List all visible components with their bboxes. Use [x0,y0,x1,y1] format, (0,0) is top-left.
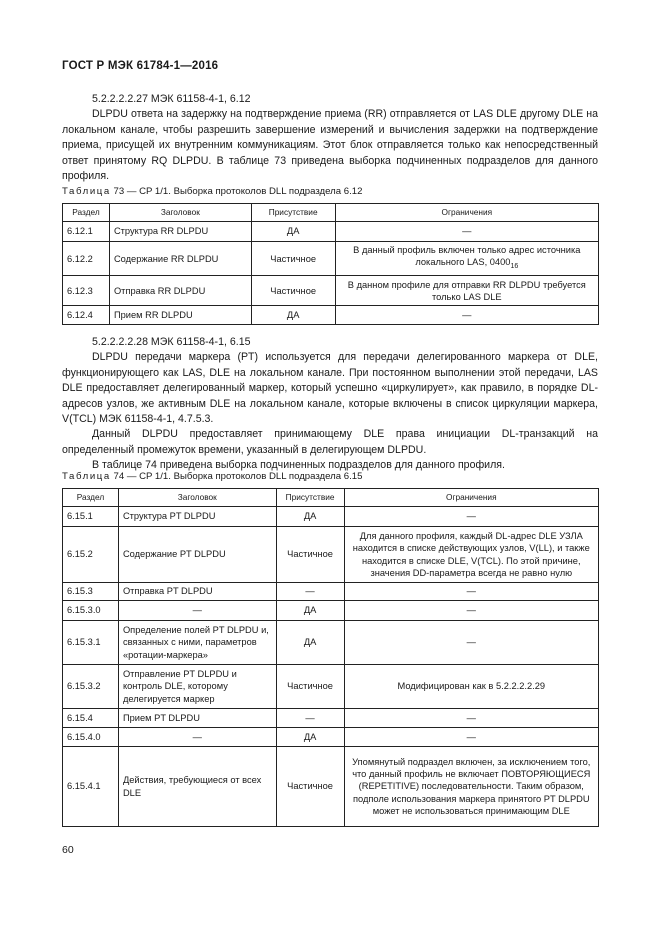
table-row [63,527,599,583]
cell-constraints: — [344,709,598,728]
cell-title: Содержание RR DLPDU [109,242,251,276]
table-row [63,583,599,601]
cell-constraints: — [335,222,598,242]
cell-constraints: — [344,507,598,527]
cell-constraints: — [344,601,598,621]
table-row [63,306,599,325]
cell-presence: — [276,709,344,728]
column-header: Заголовок [118,489,276,507]
cell-section: 6.12.4 [63,306,110,325]
cell-title: Содержание PT DLPDU [118,527,276,583]
cell-title: — [118,601,276,621]
cell-title: — [118,728,276,747]
cell-section: 6.15.3 [63,583,119,601]
column-header: Раздел [63,489,119,507]
caption-prefix: Таблица [62,186,111,197]
cell-constraints: В данном профиле для отправки RR DLPDU требуется только LAS DLE [335,276,598,306]
table-row [63,222,599,242]
cell-presence: ДА [276,507,344,527]
cell-constraints [335,242,598,276]
constraints-text: В данный профиль включен только адрес источника локального LAS, 0400 [353,245,581,268]
cell-constraints: — [344,583,598,601]
cell-constraints: Упомянутый подраздел включен, за исключением того, что данный профиль не включает ПОВТОРЯЮЩИЕСЯ (REPETITIVE) последовательности. Таким образом, подполе использования маркера принятого PT DLPDU может не использоваться принимающим DLE [344,747,598,827]
cell-section: 6.15.2 [63,527,119,583]
cell-presence: ДА [276,601,344,621]
cell-constraints: — [335,306,598,325]
caption-text: 74 — CP 1/1. Выборка протоколов DLL подраздела 6.15 [113,471,363,482]
column-header: Ограничения [344,489,598,507]
cell-section: 6.12.2 [63,242,110,276]
document-header: ГОСТ Р МЭК 61784-1—2016 [62,60,219,72]
cell-title: Отправка PT DLPDU [118,583,276,601]
cell-section: 6.15.4.0 [63,728,119,747]
cell-section: 6.12.1 [63,222,110,242]
cell-presence: ДА [276,621,344,665]
cell-presence: — [276,583,344,601]
table-row [63,276,599,306]
table-73 [62,203,599,325]
table-row [63,665,599,709]
table-header-row [63,204,599,222]
cell-section: 6.15.3.2 [63,665,119,709]
cell-presence: Частичное [276,747,344,827]
table-row [63,601,599,621]
cell-section: 6.15.4.1 [63,747,119,827]
table-row [63,242,599,276]
cell-presence: Частичное [251,242,335,276]
cell-title: Отправка RR DLPDU [109,276,251,306]
cell-title: Определение полей PT DLPDU и, связанных с ними, параметров «ротации-маркера» [118,621,276,665]
caption-prefix: Таблица [62,471,111,482]
cell-presence: ДА [251,306,335,325]
column-header: Присутствие [251,204,335,222]
table-row [63,728,599,747]
cell-presence: Частичное [251,276,335,306]
table-73-caption [62,186,362,197]
cell-title: Структура PT DLPDU [118,507,276,527]
cell-presence: ДА [276,728,344,747]
cell-title: Структура RR DLPDU [109,222,251,242]
subscript-base: 16 [510,263,519,271]
cell-section: 6.12.3 [63,276,110,306]
cell-constraints: — [344,728,598,747]
column-header: Заголовок [109,204,251,222]
section-heading: 5.2.2.2.2.28 МЭК 61158-4-1, 6.15 [92,336,251,348]
table-row [63,747,599,827]
table-74-caption [62,471,362,482]
section-6-15 [62,335,598,474]
cell-presence: Частичное [276,665,344,709]
column-header: Присутствие [276,489,344,507]
table-row [63,507,599,527]
section-paragraph: В таблице 74 приведена выборка подчиненных подразделов для данного профиля. [92,459,505,472]
column-header: Ограничения [335,204,598,222]
caption-text: 73 — CP 1/1. Выборка протоколов DLL подраздела 6.12 [113,186,363,197]
cell-title: Действия, требующиеся от всех DLE [118,747,276,827]
table-row [63,621,599,665]
column-header: Раздел [63,204,110,222]
table-74 [62,488,599,827]
cell-presence: ДА [251,222,335,242]
cell-section: 6.15.3.1 [63,621,119,665]
section-paragraph: DLPDU передачи маркера (PT) используется для передачи делегированного маркера от DLE, функционирующего как LAS, DLE на локальном канале. При постоянном выполнении этой передачи, LAS DLE предоставляет делегированный маркер, который успешно «циркулирует», как правило, в порядке DL-адресов узлов, же активным DLE на локальном канале, которые включены в список циркуляции маркера, V(TCL) МЭК 61158-4-1, 4.7.5.3. [62,351,598,426]
section-paragraph: Данный DLPDU предоставляет принимающему DLE права инициации DL-транзакций на определенный промежуток времени, указанный в делегирующем DLPDU. [62,428,598,456]
section-6-12 [62,92,598,184]
section-heading: 5.2.2.2.2.27 МЭК 61158-4-1, 6.12 [92,93,251,105]
cell-section: 6.15.1 [63,507,119,527]
table-row [63,709,599,728]
cell-title: Прием RR DLPDU [109,306,251,325]
cell-title: Отправление PT DLPDU и контроль DLE, которому делегируется маркер [118,665,276,709]
table-header-row [63,489,599,507]
cell-title: Прием PT DLPDU [118,709,276,728]
section-paragraph: DLPDU ответа на задержку на подтверждение приема (RR) отправляется от LAS DLE другому DLE на локальном канале, чтобы разрешить завершение измерений и вычисления задержки на подтверждение приема, присущей их внутренним коммуникациям. Этот блок отправляется только как непосредственный ответ принятому RQ DLPDU. В таблице 73 приведена выборка подчиненных подразделов для данного профиля. [62,108,598,183]
cell-section: 6.15.4 [63,709,119,728]
cell-presence: Частичное [276,527,344,583]
page-number: 60 [62,844,74,856]
cell-constraints: Для данного профиля, каждый DL-адрес DLE УЗЛА находится в списке действующих узлов, V(LL), и также находится в списке DLE, V(TCL). По этой причине, значения DD-параметра всегда не равно нулю [344,527,598,583]
cell-constraints: Модифицирован как в 5.2.2.2.2.29 [344,665,598,709]
cell-section: 6.15.3.0 [63,601,119,621]
cell-constraints: — [344,621,598,665]
